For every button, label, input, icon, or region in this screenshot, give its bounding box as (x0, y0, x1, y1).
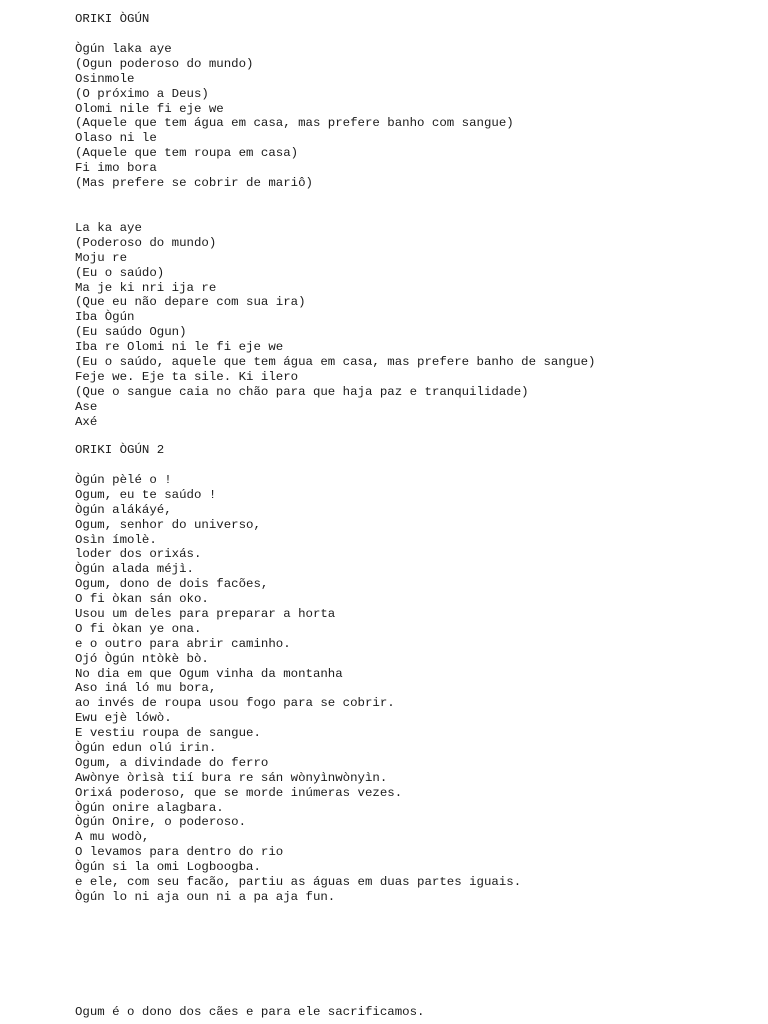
verse-line: Iba re Olomi ni le fi eje we (75, 340, 284, 355)
verse-line: (Eu saúdo Ogun) (75, 325, 187, 340)
verse-line: Ògún edun olú irin. (75, 741, 217, 756)
stanza-2 (75, 221, 596, 429)
verse-line: Ma je ki nri ija re (75, 280, 217, 295)
verse-line: (Aquele que tem água em casa, mas prefere banho com sangue) (75, 116, 514, 131)
poem-title (75, 12, 149, 27)
verse-line: Ògún alákáyé, (75, 502, 172, 517)
verse-line: Ewu ejè lówò. (75, 711, 172, 726)
verse-line: (Eu o saúdo) (75, 265, 165, 280)
verse-line: Fi imo bora (75, 161, 157, 176)
stanza-3 (75, 473, 521, 905)
verse-line: e o outro para abrir caminho. (75, 636, 291, 651)
verse-line: O fi òkan ye ona. (75, 621, 202, 636)
verse-line: (Ogun poderoso do mundo) (75, 56, 254, 71)
title-text: ORIKI ÒGÚN (75, 12, 150, 26)
verse-line: A mu wodò, (75, 830, 150, 845)
verse-line: (Mas prefere se cobrir de mariô) (75, 176, 313, 191)
verse-line: No dia em que Ogum vinha da montanha (75, 666, 343, 681)
poem-title-2 (75, 443, 164, 458)
verse-line: Ògún pèlé o ! (75, 473, 172, 487)
verse-line: (Eu o saúdo, aquele que tem água em casa, mas prefere banho de sangue) (75, 355, 596, 370)
verse-line: Ògún si la omi Logboogba. (75, 860, 261, 875)
verse-line: Ògún lo ni aja oun ni a pa aja fun. (75, 889, 336, 904)
verse-line: ao invés de roupa usou fogo para se cobrir. (75, 696, 395, 711)
verse-line: E vestiu roupa de sangue. (75, 726, 261, 741)
verse-line: loder dos orixás. (75, 547, 202, 562)
verse-line: (O próximo a Deus) (75, 86, 209, 101)
verse-line: (Aquele que tem roupa em casa) (75, 146, 299, 161)
verse-line: Iba Ògún (75, 310, 135, 325)
verse-line: Ogum, dono de dois facões, (75, 577, 269, 592)
verse-line: e ele, com seu facão, partiu as águas em duas partes iguais. (75, 875, 522, 890)
footer-note (75, 1005, 424, 1020)
verse-line: (Poderoso do mundo) (75, 235, 217, 250)
verse-line: Ogum, senhor do universo, (75, 517, 261, 532)
verse-line: (Que eu não depare com sua ira) (75, 295, 306, 310)
verse-line: Ògún laka aye (75, 42, 172, 56)
title-text: ORIKI ÒGÚN 2 (75, 443, 165, 457)
verse-line: Ogum, eu te saúdo ! (75, 487, 217, 502)
verse-line: Awònye òrìsà tií bura re sán wònyìnwònyìn. (75, 770, 388, 785)
verse-line: O fi òkan sán oko. (75, 592, 209, 607)
verse-line: Ògún alada méjì. (75, 562, 194, 577)
verse-line: Feje we. Eje ta sile. Ki ilero (75, 369, 299, 384)
stanza-1 (75, 42, 514, 191)
verse-line: Axé (75, 414, 98, 429)
verse-line: Usou um deles para preparar a horta (75, 607, 336, 622)
verse-line: Ogum, a divindade do ferro (75, 755, 269, 770)
verse-line: Ògún onire alagbara. (75, 800, 224, 815)
verse-line: La ka aye (75, 221, 142, 235)
verse-line: Ojó Ògún ntòkè bò. (75, 651, 209, 666)
verse-line: Olaso ni le (75, 131, 157, 146)
verse-line: Moju re (75, 250, 128, 265)
verse-line: Osinmole (75, 71, 135, 86)
verse-line: Aso iná ló mu bora, (75, 681, 217, 696)
verse-line: Osìn ímolè. (75, 532, 157, 547)
verse-line: Orixá poderoso, que se morde inúmeras vezes. (75, 785, 403, 800)
verse-line: Ògún Onire, o poderoso. (75, 815, 247, 830)
verse-line: Olomi nile fi eje we (75, 101, 224, 116)
footer-text: Ogum é o dono dos cães e para ele sacrificamos. (75, 1005, 425, 1019)
verse-line: O levamos para dentro do rio (75, 845, 284, 860)
verse-line: Ase (75, 399, 98, 414)
verse-line: (Que o sangue caia no chão para que haja paz e tranquilidade) (75, 384, 529, 399)
